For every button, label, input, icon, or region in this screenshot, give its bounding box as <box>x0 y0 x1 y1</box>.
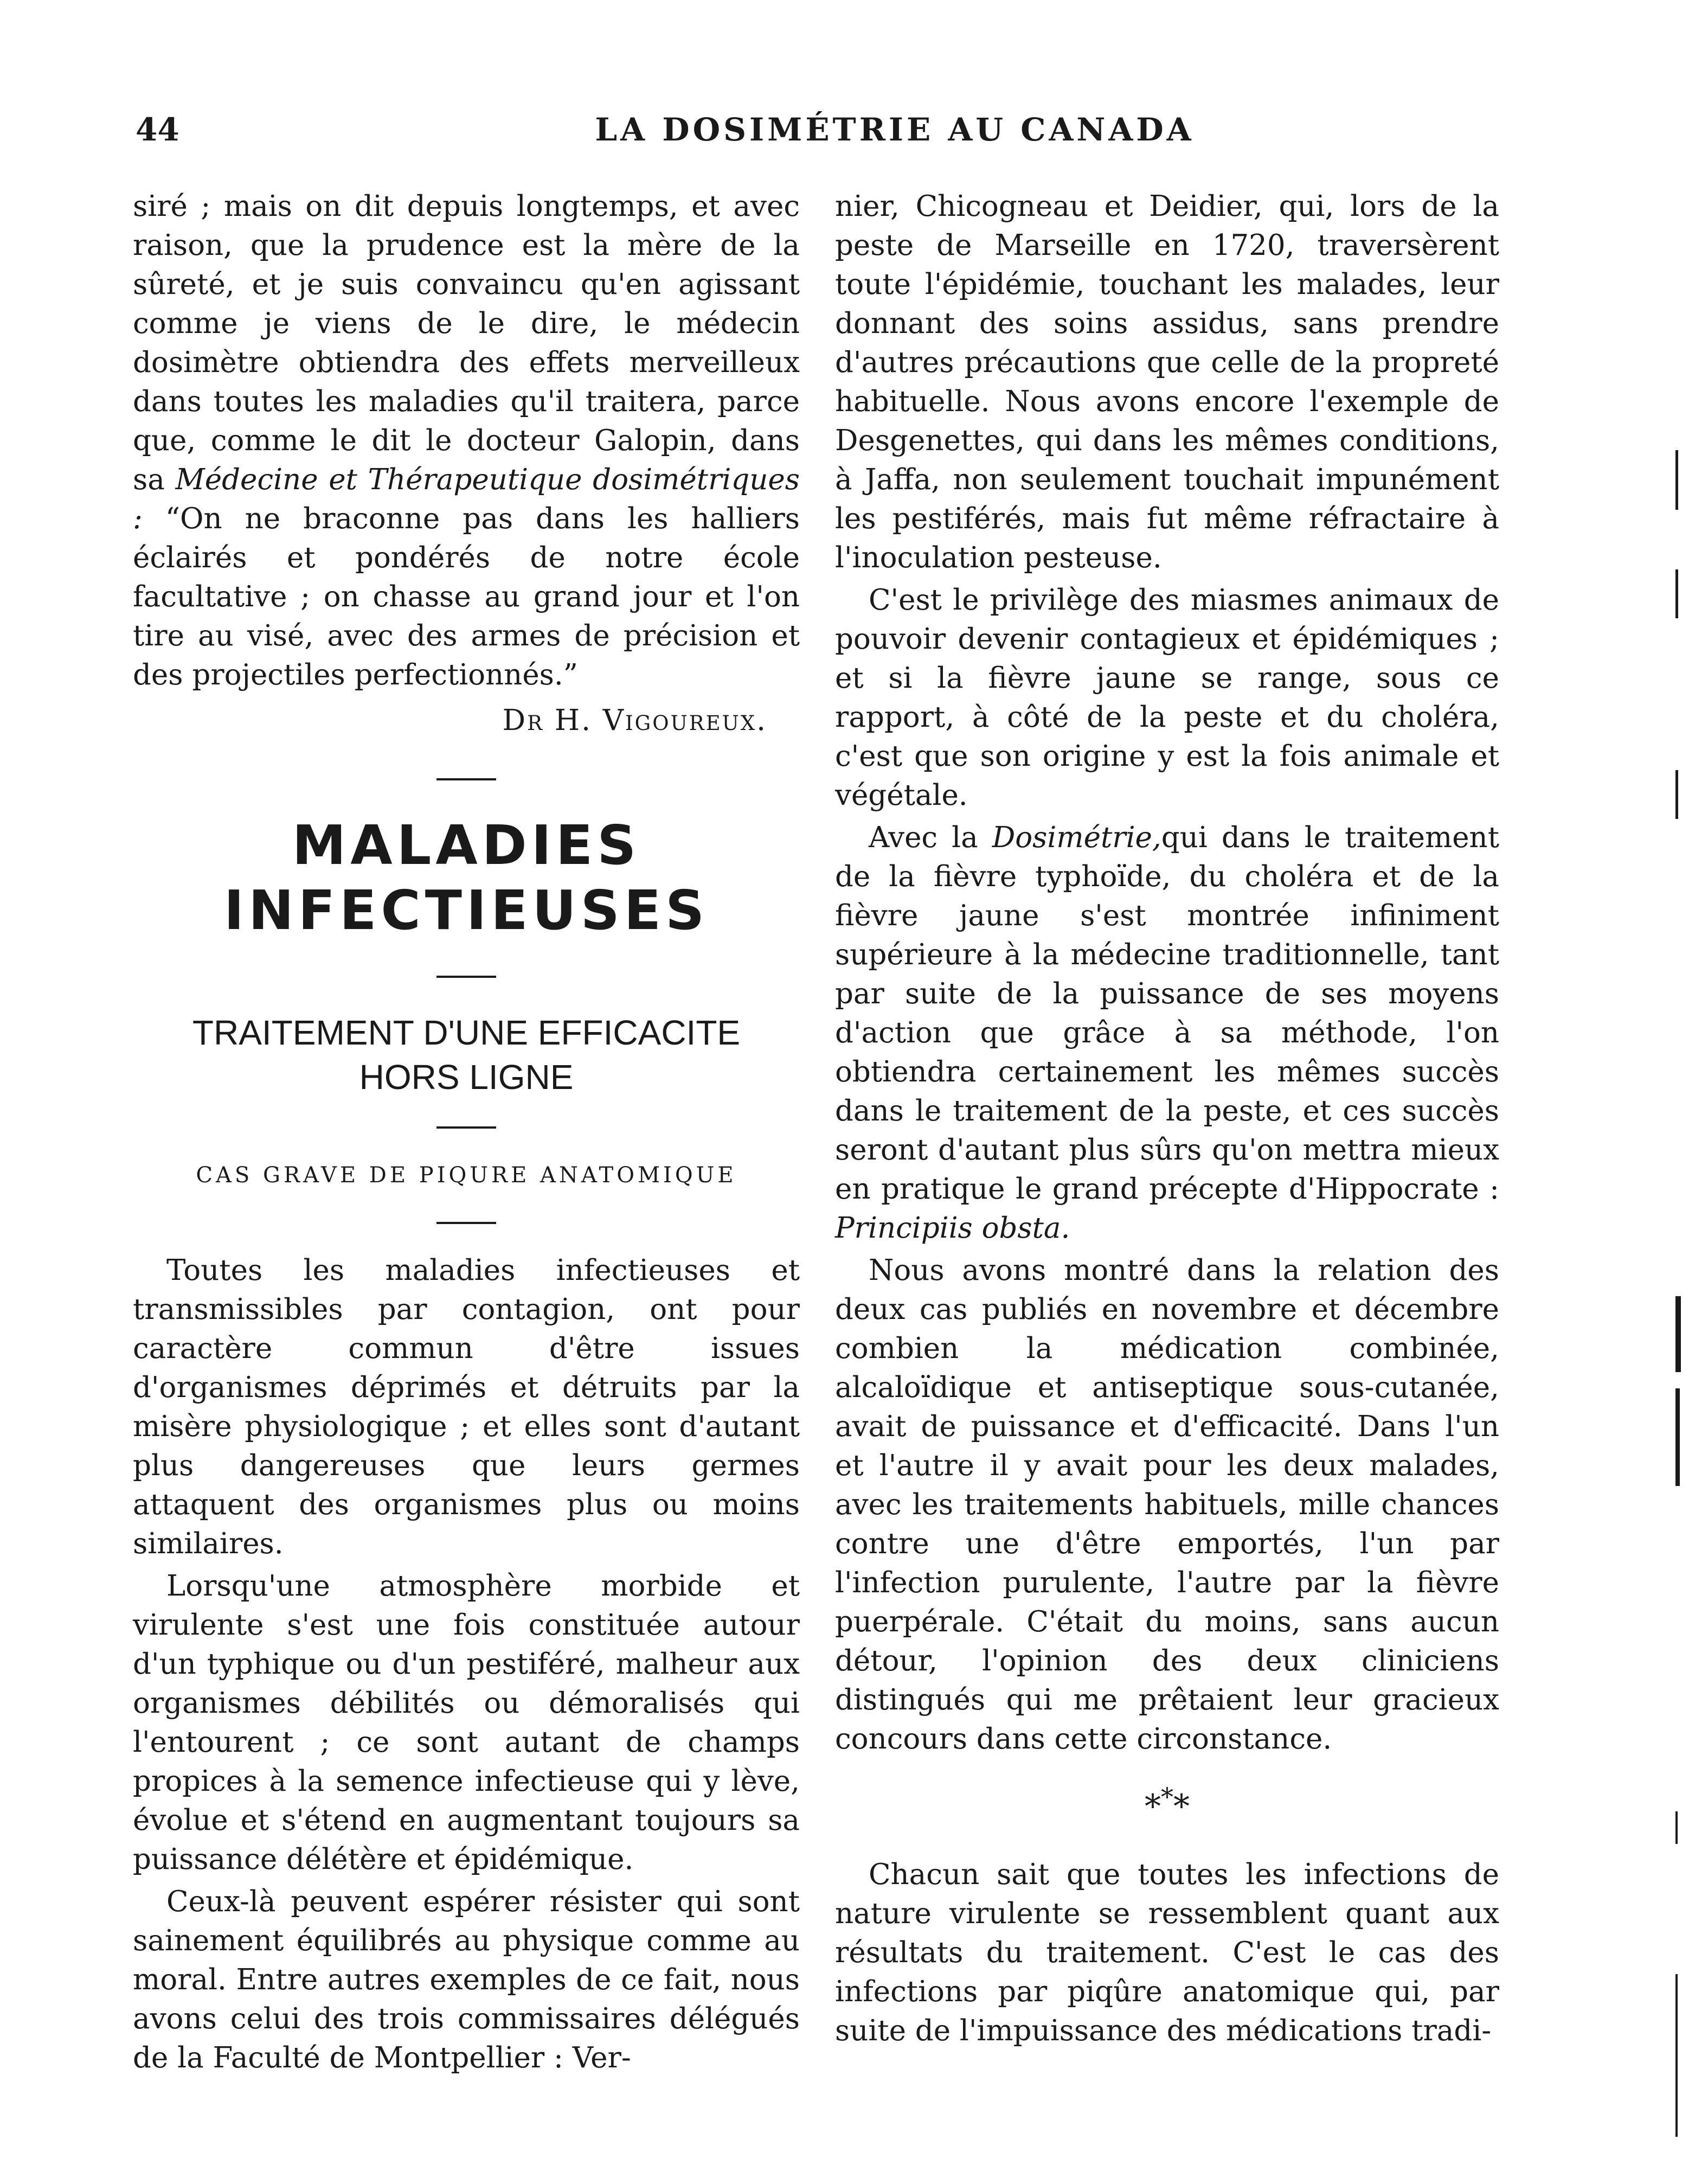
asterism-star: * <box>1145 1788 1161 1825</box>
scan-mark <box>1675 1388 1680 1486</box>
left-column <box>133 187 800 2078</box>
paragraph: Toutes les maladies infectieuses et transmissibles par contagion, ont pour caractère commun d'être issues d'organismes déprimés et détruits par la misère physiologique ; et elles sont d'autant plus dangereuses que leurs germes attaquent des organismes plus ou moins similaires. <box>133 1254 800 1560</box>
scan-mark <box>1675 1811 1678 1844</box>
scan-mark <box>1675 1974 1678 2137</box>
paragraph <box>133 187 800 695</box>
scan-edge-marks <box>1675 0 1697 2165</box>
scan-mark <box>1675 450 1678 510</box>
subtitle-line: TRAITEMENT D'UNE EFFICACITE <box>192 1013 741 1052</box>
running-head <box>136 111 1491 160</box>
paragraph: Ceux-là peuvent espérer résister qui sont sainement équilibrés au physique comme au moral. Entre autres exemples de ce fait, nous avons celui des trois commissaires délégués de la Faculté de Montpellier : Ver- <box>133 1885 800 2074</box>
divider <box>436 1222 496 1224</box>
journal-title: LA DOSIMÉTRIE AU CANADA <box>595 111 1195 148</box>
page-number: 44 <box>136 111 179 148</box>
asterism-star: * <box>1173 1788 1190 1825</box>
scan-mark <box>1675 569 1678 618</box>
case-heading: CAS GRAVE DE PIQURE ANATOMIQUE <box>196 1163 737 1188</box>
italic-term: Principiis obsta. <box>835 1212 1070 1245</box>
paragraph-text: qui dans le traitement de la fièvre typhoïde, du choléra et de la fièvre jaune s'est montrée infiniment supérieure à la médecine traditionnelle, tant par suite de la puissance de ses moyens d'action que grâce à sa méthode, l'on obtiendra certainement les mêmes succès dans le traitement de la peste, et ces succès seront d'autant plus sûrs qu'on mettra mieux en pratique le grand précepte d'Hippocrate : <box>835 821 1499 1206</box>
scan-mark <box>1675 770 1678 819</box>
paragraph: Nous avons montré dans la relation des deux cas publiés en novembre et décembre combien la médication combinée, alcaloïdique et antiseptique sous-cutanée, avait de puissance et d'efficacité. Dans l'un et l'autre il y avait pour les deux malades, avec les traitements habituels, mille chances contre une d'être emportés, l'un par l'infection purulente, l'autre par la fièvre puerpérale. C'était du moins, sans aucun détour, l'opinion des deux cliniciens distingués qui me prêtaient leur gracieux concours dans cette circonstance. <box>835 1254 1499 1756</box>
book-title: Médecine et Thérapeutique dosimétriques : <box>133 463 800 535</box>
section-title: MALADIES INFECTIEUSES <box>223 814 709 942</box>
paragraph: nier, Chicogneau et Deidier, qui, lors de la peste de Marseille en 1720, traversèrent toute l'épidémie, touchant les malades, leur donnant des soins assidus, sans prendre d'autres précautions que celle de la propreté habituelle. Nous avons encore l'exemple de Desgenettes, qui dans les mêmes conditions, à Jaffa, non seulement touchait impunément les pestiférés, mais fut même réfractaire à l'inoculation pesteuse. <box>835 190 1499 574</box>
paragraph: Lorsqu'une atmosphère morbide et virulente s'est une fois constituée autour d'un typhique ou d'un pestiféré, malheur aux organismes débilités ou démoralisés qui l'entourent ; ce sont autant de champs propices à la semence infectieuse qui y lève, évolue et s'étend en augmentant toujours sa puissance délétère et épidémique. <box>133 1570 800 1876</box>
divider <box>436 976 496 978</box>
author-signature: Dr H. Vigoureux. <box>502 704 767 737</box>
scan-mark <box>1675 1296 1681 1372</box>
asterism <box>835 1780 1499 1823</box>
paragraph: Chacun sait que toutes les infections de nature virulente se ressemblent quant aux résultats du traitement. C'est le cas des infections par piqûre anatomique qui, par suite de l'impuissance des médications tradi- <box>835 1858 1499 2047</box>
divider <box>436 1126 496 1129</box>
paragraph: C'est le privilège des miasmes animaux de pouvoir devenir contagieux et épidémiques ; et si la fièvre jaune se range, sous ce rapport, à côté de la peste et du choléra, c'est que son origine y est la fois animale et végétale. <box>835 584 1499 812</box>
paragraph <box>835 818 1499 1248</box>
italic-term: Dosimétrie, <box>992 821 1161 854</box>
section-subtitle <box>133 1010 800 1099</box>
right-column <box>835 187 1499 2051</box>
quotation: “On ne braconne pas dans les halliers éclairés et pondérés de notre école facultative ; on chasse au grand jour et l'on tire au visé, avec des armes de précision et des projectiles perfectionnés.” <box>133 502 800 691</box>
paragraph-text: Avec la <box>869 821 978 854</box>
divider <box>436 778 496 780</box>
asterism-star: * <box>1161 1782 1173 1811</box>
subtitle-line: HORS LIGNE <box>359 1058 574 1097</box>
paragraph-text: siré ; mais on dit depuis longtemps, et avec raison, que la prudence est la mère de la sûreté, et je suis convaincu qu'en agissant comme je viens de le dire, le médecin dosimètre obtiendra des effets merveilleux dans toutes les maladies qu'il traitera, parce que, comme le dit le docteur Galopin, dans sa <box>133 190 800 496</box>
